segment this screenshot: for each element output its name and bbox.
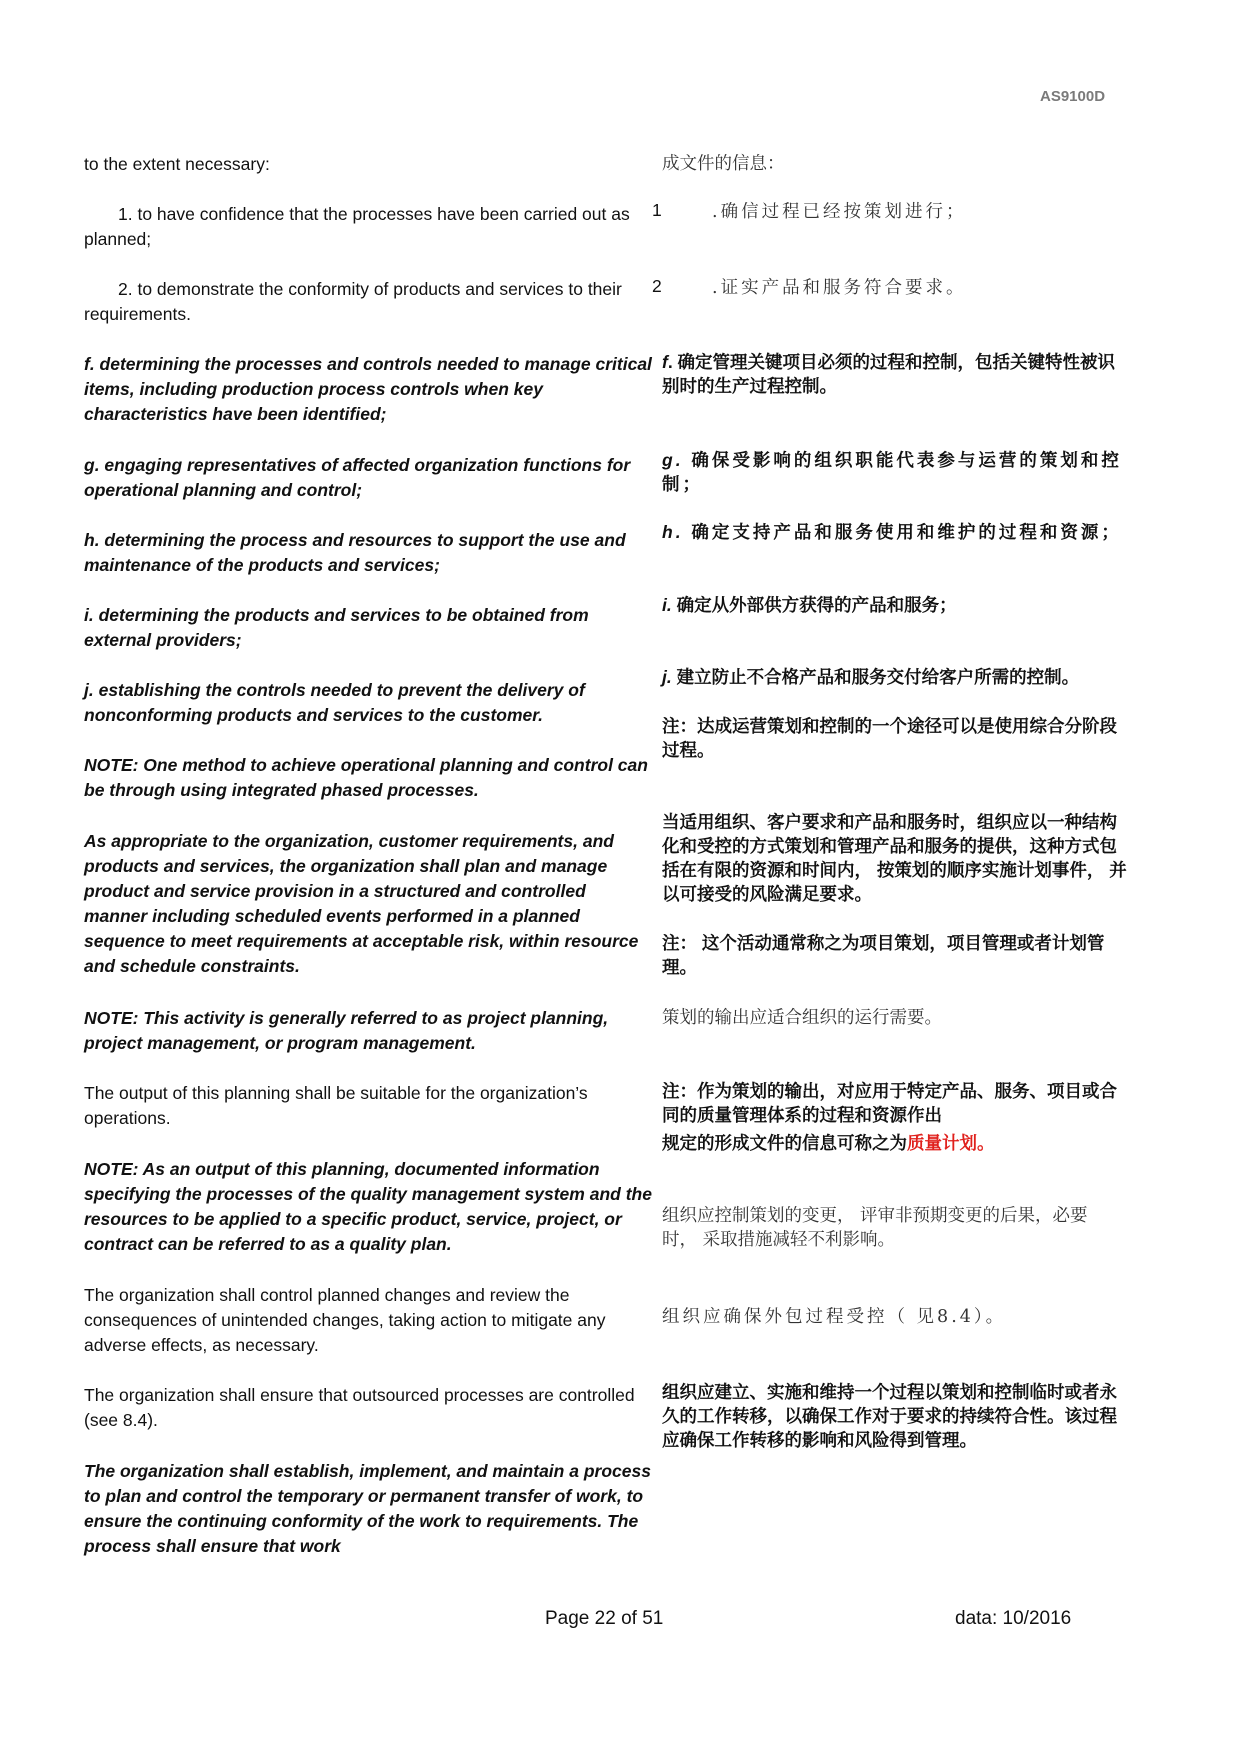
en-as-appropriate: As appropriate to the organization, customer requirements, and products and services, the organization shall plan and manage product and service provision in a structured and controlled manner including scheduled events performed in a planned sequence to meet requirements at acceptable risk, within resource and schedule constraints. <box>84 831 639 976</box>
zh-clause-h-text: 确定支持产品和服务使用和维护的过程和资源； <box>683 522 1122 542</box>
zh-note-quality-plan-line2 <box>662 1131 1132 1155</box>
zh-intro: 成文件的信息： <box>662 154 785 174</box>
zh-clause-g-text: 确保受影响的组织职能代表参与运营的策划和控制； <box>662 450 1122 494</box>
zh-clause-g-label: g. <box>662 450 684 470</box>
zh-note-quality-plan-text: 规定的形成文件的信息可称之为 <box>662 1133 907 1153</box>
en-item-1: 1. to have confidence that the processes have been carried out as planned; <box>84 204 630 249</box>
en-note-project-planning: NOTE: This activity is generally referred to as project planning, project management, or program management. <box>84 1008 609 1053</box>
en-output-suitable: The output of this planning shall be suitable for the organization’s operations. <box>84 1083 588 1128</box>
zh-planned-changes: 组织应控制策划的变更， 评审非预期变更的后果，必要时， 采取措施减轻不利影响。 <box>662 1206 1088 1250</box>
en-outsourced-processes: The organization shall ensure that outsourced processes are controlled (see 8.4). <box>84 1385 635 1430</box>
en-clause-i: i. determining the products and services to be obtained from external providers; <box>84 605 589 650</box>
zh-clause-i-label: i. <box>662 595 672 615</box>
zh-clause-f-label: f <box>662 352 668 372</box>
zh-outsourced-processes: 组织应确保外包过程受控（ 见8.4）。 <box>662 1307 1007 1327</box>
en-transfer-of-work: The organization shall establish, implement, and maintain a process to plan and control the temporary or permanent transfer of work, to ensure the continuing conformity of the work to requirements. The process shall ensure that work <box>84 1461 651 1556</box>
zh-as-appropriate: 当适用组织、客户要求和产品和服务时，组织应以一种结构化和受控的方式策划和管理产品和服务的提供，这种方式包括在有限的资源和时间内， 按策划的顺序实施计划事件， 并以可接受的风险满足要求。 <box>662 812 1127 904</box>
zh-clause-j <box>662 665 1132 689</box>
zh-clause-j-label: j. <box>662 667 672 687</box>
en-intro: to the extent necessary: <box>84 154 270 174</box>
document-code-header: AS9100D <box>1040 88 1106 105</box>
en-planned-changes: The organization shall control planned changes and review the consequences of unintended changes, taking action to mitigate any adverse effects, as necessary. <box>84 1285 606 1355</box>
zh-output-suitable: 策划的输出应适合组织的运行需要。 <box>662 1008 942 1028</box>
page-number: Page 22 of 51 <box>545 1608 664 1629</box>
zh-item-2-number: 2 <box>652 276 662 296</box>
zh-note-quality-plan <box>662 1079 1132 1155</box>
zh-note-quality-plan-line1: 注：作为策划的输出，对应用于特定产品、服务、项目或合同的质量管理体系的过程和资源作出 <box>662 1081 1117 1125</box>
zh-note-integrated-phased: 注：达成运营策划和控制的一个途径可以是使用综合分阶段过程。 <box>662 716 1117 760</box>
en-clause-h: h. determining the process and resources to support the use and maintenance of the products and services; <box>84 530 626 575</box>
en-clause-f: f. determining the processes and controls needed to manage critical items, including production process controls when key characteristics have been identified; <box>84 354 652 424</box>
en-note-quality-plan: NOTE: As an output of this planning, documented information specifying the processes of the quality management system and the resources to be applied to a specific product, service, project, or contract can be referred to as a quality plan. <box>84 1159 652 1254</box>
en-clause-g: g. engaging representatives of affected organization functions for operational planning and control; <box>84 455 631 500</box>
zh-clause-h-label: h. <box>662 522 684 542</box>
en-item-2: 2. to demonstrate the conformity of products and services to their requirements. <box>84 279 622 324</box>
en-note-integrated-phased: NOTE: One method to achieve operational planning and control can be through using integrated phased processes. <box>84 755 648 800</box>
zh-item-1-number: 1 <box>652 200 662 220</box>
zh-clause-i-text: 确定从外部供方获得的产品和服务； <box>671 595 957 615</box>
zh-clause-g <box>662 448 1132 496</box>
zh-item-2: .证实产品和服务符合要求。 <box>712 278 967 298</box>
document-date: data: 10/2016 <box>955 1608 1072 1629</box>
zh-clause-h <box>662 520 1132 544</box>
zh-note-project-planning: 注： 这个活动通常称之为项目策划，项目管理或者计划管理。 <box>662 933 1105 977</box>
quality-plan-highlight: 质量计划。 <box>907 1133 995 1153</box>
zh-clause-j-text: 建立防止不合格产品和服务交付给客户所需的控制。 <box>671 667 1080 687</box>
zh-clause-f <box>662 350 1132 398</box>
zh-clause-i <box>662 593 1132 617</box>
zh-clause-f-text: . 确定管理关键项目必须的过程和控制，包括关键特性被识别时的生产过程控制。 <box>662 352 1116 396</box>
zh-item-1: .确信过程已经按策划进行； <box>712 202 967 222</box>
zh-transfer-of-work: 组织应建立、实施和维持一个过程以策划和控制临时或者永久的工作转移，以确保工作对于要求的持续符合性。该过程应确保工作转移的影响和风险得到管理。 <box>662 1382 1117 1450</box>
en-clause-j: j. establishing the controls needed to prevent the delivery of nonconforming products and services to the customer. <box>84 680 585 725</box>
